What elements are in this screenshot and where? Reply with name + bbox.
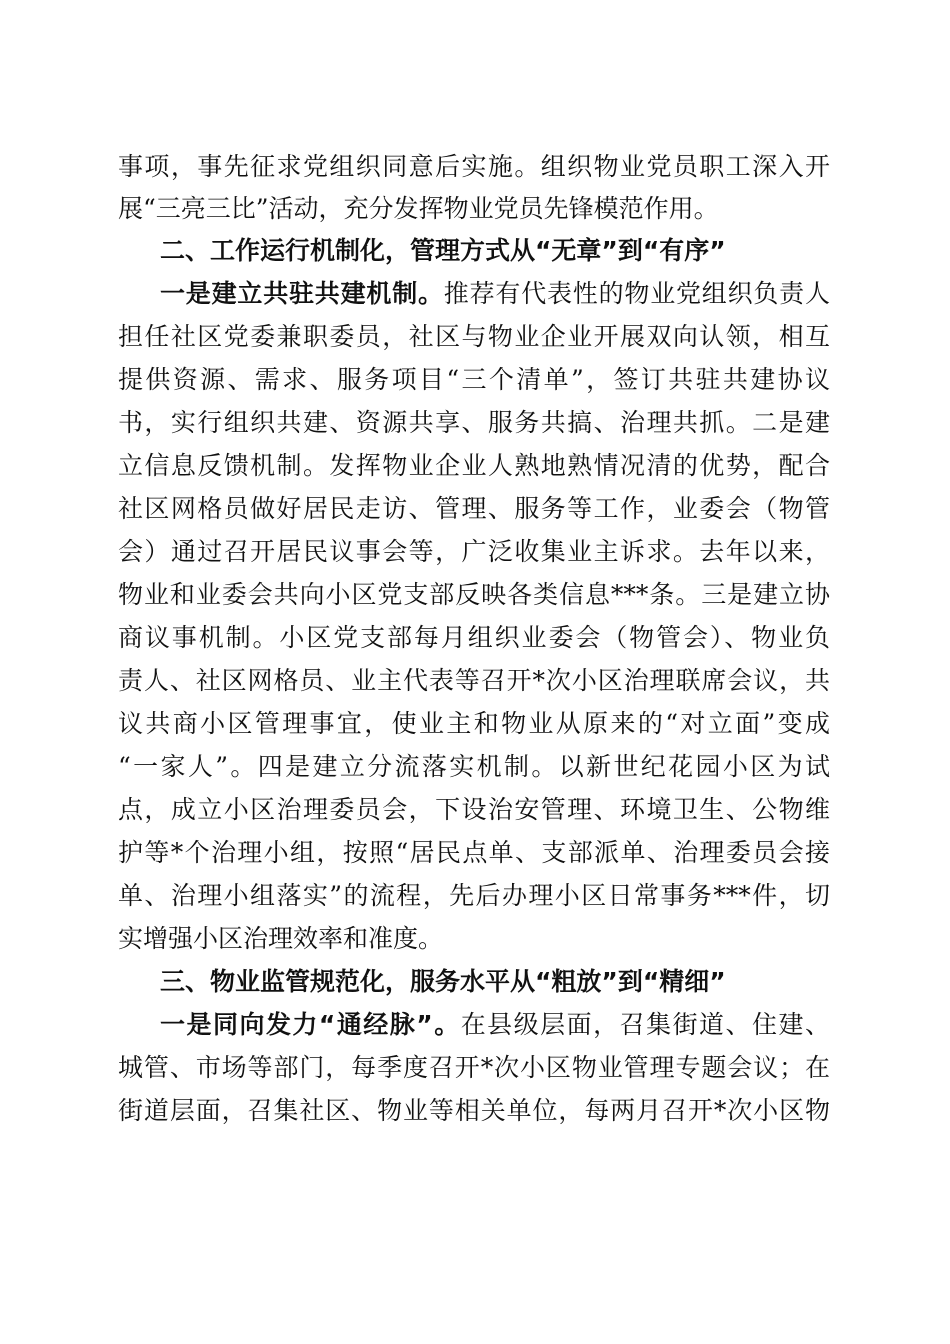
paragraph-line: 立信息反馈机制。发挥物业企业人熟地熟情况清的优势，配合 — [118, 451, 830, 480]
paragraph-line-text: 推荐有代表性的物业党组织负责人 — [443, 279, 830, 308]
paragraph-line: 展“三亮三比”活动，充分发挥物业党员先锋模范作用。 — [118, 194, 719, 223]
section-heading: 二、工作运行机制化，管理方式从“无章”到“有序” — [160, 236, 726, 265]
paragraph-line: 事项，事先征求党组织同意后实施。组织物业党员职工深入开 — [118, 152, 830, 181]
paragraph-line: 物业和业委会共向小区党支部反映各类信息***条。三是建立协 — [118, 580, 830, 609]
paragraph-first-line — [160, 1008, 830, 1042]
paragraph-line-text: 在县级层面，召集街道、住建、 — [460, 1010, 830, 1039]
paragraph-line: 社区网格员做好居民走访、管理、服务等工作，业委会（物管 — [118, 494, 830, 523]
paragraph-line: “一家人”。四是建立分流落实机制。以新世纪花园小区为试 — [118, 752, 830, 781]
paragraph-line: 单、治理小组落实”的流程，先后办理小区日常事务***件，切 — [118, 881, 830, 910]
paragraph-line: 护等*个治理小组，按照“居民点单、支部派单、治理委员会接 — [118, 838, 830, 867]
section-heading: 三、物业监管规范化，服务水平从“粗放”到“精细” — [160, 967, 726, 996]
paragraph-lead: 一是建立共驻共建机制。 — [160, 279, 444, 308]
paragraph-line: 会）通过召开居民议事会等，广泛收集业主诉求。去年以来， — [118, 537, 830, 566]
paragraph-line: 城管、市场等部门，每季度召开*次小区物业管理专题会议；在 — [118, 1053, 830, 1082]
paragraph-lead: 一是同向发力“通经脉”。 — [160, 1010, 461, 1039]
paragraph-line: 责人、社区网格员、业主代表等召开*次小区治理联席会议，共 — [118, 666, 830, 695]
paragraph-line: 商议事机制。小区党支部每月组织业委会（物管会）、物业负 — [118, 623, 830, 652]
paragraph-line: 实增强小区治理效率和准度。 — [118, 924, 444, 953]
paragraph-line: 议共商小区管理事宜，使业主和物业从原来的“对立面”变成 — [118, 709, 830, 738]
paragraph-line: 街道层面，召集社区、物业等相关单位，每两月召开*次小区物 — [118, 1096, 830, 1125]
paragraph-line: 担任社区党委兼职委员，社区与物业企业开展双向认领，相互 — [118, 322, 830, 351]
paragraph-line: 提供资源、需求、服务项目“三个清单”，签订共驻共建协议 — [118, 365, 830, 394]
paragraph-line: 书，实行组织共建、资源共享、服务共搞、治理共抓。二是建 — [118, 408, 830, 437]
paragraph-line: 点，成立小区治理委员会，下设治安管理、环境卫生、公物维 — [118, 795, 830, 824]
paragraph-first-line — [160, 277, 830, 311]
